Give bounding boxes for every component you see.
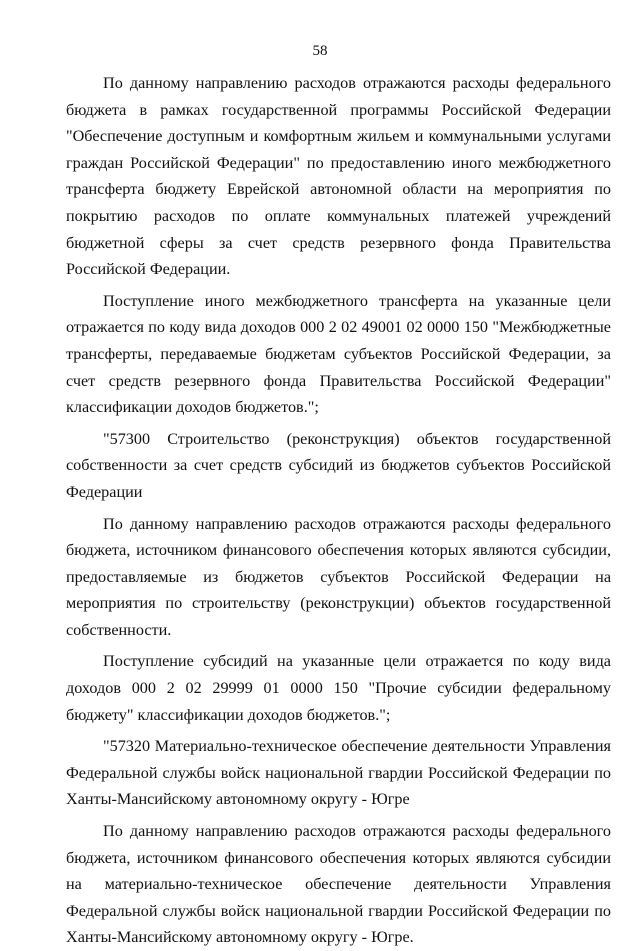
page-number: 58 [312,43,328,59]
paragraph-transfer-income-code: Поступление иного межбюджетного трансферта на указанные цели отражается по коду вида доходов 000 2 02 49001 02 0000 150 "Межбюджетные трансферты, передаваемые бюджетам субъектов Российской Федерации, за счет средств резервного фонда Правительства Российской Федерации" классификации доходов бюджетов."; [66,291,611,417]
paragraph-expense-description: По данному направлению расходов отражаются расходы федерального бюджета в рамках государственной программы Российской Федерации "Обеспечение доступным и комфортным жильем и коммунальными услугами граждан Российской Федерации" по предоставлению иного межбюджетного трансферта бюджету Еврейской автономной области на мероприятия по покрытию расходов по оплате коммунальных платежей учреждений бюджетной сферы за счет средств резервного фонда Правительства Российской Федерации. [66,74,611,279]
document-body [66,70,611,951]
paragraph-subsidy-income-code: Поступление субсидий на указанные цели отражается по коду вида доходов 000 2 02 29999 01 0000 150 "Прочие субсидии федеральному бюджету" классификации доходов бюджетов."; [66,652,611,724]
paragraph-code-57300-heading: "57300 Строительство (реконструкция) объектов государственной собственности за счет средств субсидий из бюджетов субъектов Российской Федерации [66,429,611,501]
paragraph-code-57300-description: По данному направлению расходов отражаются расходы федерального бюджета, источником финансового обеспечения которых являются субсидии, предоставляемые из бюджетов субъектов Российской Федерации на мероприятия по строительству (реконструкции) объектов государственной собственности. [66,514,611,639]
paragraph-code-57320-heading: "57320 Материально-техническое обеспечение деятельности Управления Федеральной службы войск национальной гвардии Российской Федерации по Ханты-Мансийскому автономному округу - Югре [66,737,611,809]
paragraph-code-57320-description: По данному направлению расходов отражаются расходы федерального бюджета, источником финансового обеспечения которых являются субсидии на материально-техническое обеспечение деятельности Управления Федеральной службы войск национальной гвардии Российской Федерации по Ханты-Мансийскому автономному округу - Югре. [66,822,611,947]
